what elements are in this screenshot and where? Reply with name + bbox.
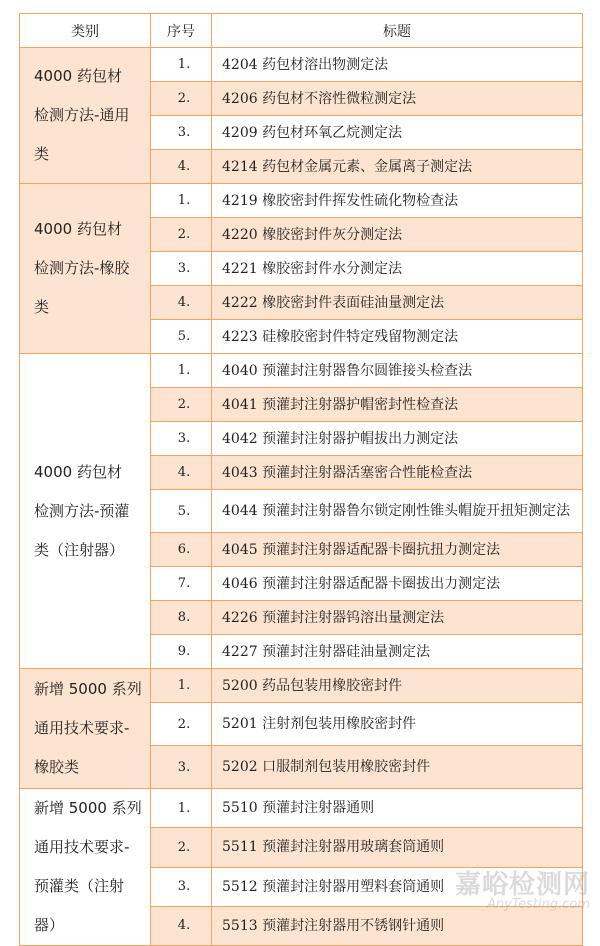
category-line: 4000 药包材: [34, 462, 122, 481]
category-cell: [20, 789, 151, 946]
row-index: 9.: [151, 635, 212, 669]
category-line: 类: [34, 298, 50, 316]
category-line: 预灌类（注射器）: [34, 877, 125, 934]
row-title: 5510 预灌封注射器通则: [212, 789, 583, 828]
table-row: [20, 789, 583, 828]
row-index: 3.: [151, 116, 212, 150]
category-line: 橡胶类: [34, 758, 80, 776]
row-title: 4041 预灌封注射器护帽密封性检查法: [212, 388, 583, 422]
category-line: 4000 药包材: [34, 67, 122, 85]
row-index: 4.: [151, 150, 212, 184]
category-line: 通用技术要求-: [34, 719, 130, 737]
row-title: 4046 预灌封注射器适配器卡圈拔出力测定法: [212, 567, 583, 601]
table-row: [20, 669, 583, 703]
row-index: 1.: [151, 48, 212, 82]
watermark-cn: 嘉峪检测网: [454, 870, 590, 900]
row-title: 5201 注射剂包装用橡胶密封件: [212, 703, 583, 746]
row-title: 4221 橡胶密封件水分测定法: [212, 252, 583, 286]
category-line: 检测方法-橡胶: [34, 259, 130, 277]
watermark-en: AnyTesting.com: [486, 897, 590, 912]
header-index: 序号: [151, 14, 212, 48]
row-index: 1.: [151, 789, 212, 828]
category-line: 4000 药包材: [34, 220, 122, 238]
row-title: 4214 药包材金属元素、金属离子测定法: [212, 150, 583, 184]
header-title: 标题: [212, 14, 583, 48]
row-index: 3.: [151, 867, 212, 906]
row-index: 4.: [151, 456, 212, 490]
row-title: 5512 预灌封注射器用塑料套筒通则: [212, 867, 583, 906]
row-index: 1.: [151, 354, 212, 388]
row-index: 1.: [151, 184, 212, 218]
category-line: 新增 5000 系列: [34, 799, 142, 817]
row-index: 1.: [151, 669, 212, 703]
row-index: 7.: [151, 567, 212, 601]
category-cell: [20, 354, 151, 669]
row-title: 4222 橡胶密封件表面硅油量测定法: [212, 286, 583, 320]
category-cell: [20, 669, 151, 789]
row-index: 5.: [151, 320, 212, 354]
row-index: 2.: [151, 388, 212, 422]
table-row: [20, 48, 583, 82]
category-line: 类（注射器）: [34, 540, 125, 559]
row-index: 8.: [151, 601, 212, 635]
category-cell: [20, 184, 151, 354]
category-line: 类: [34, 145, 50, 163]
header-category: 类别: [20, 14, 151, 48]
row-title: 4220 橡胶密封件灰分测定法: [212, 218, 583, 252]
category-line: 检测方法-预灌: [34, 501, 130, 520]
row-index: 2.: [151, 218, 212, 252]
row-title: 4226 预灌封注射器钨溶出量测定法: [212, 601, 583, 635]
category-cell: [20, 48, 151, 184]
standards-table-container: [19, 13, 582, 946]
row-index: 2.: [151, 703, 212, 746]
row-title: 4043 预灌封注射器活塞密合性能检查法: [212, 456, 583, 490]
row-index: 3.: [151, 252, 212, 286]
row-title: 5202 口服制剂包装用橡胶密封件: [212, 746, 583, 789]
category-line: 检测方法-通用: [34, 106, 130, 124]
category-line: 通用技术要求-: [34, 838, 130, 856]
row-title: 4223 硅橡胶密封件特定残留物测定法: [212, 320, 583, 354]
standards-table: [19, 13, 583, 946]
row-title: 4227 预灌封注射器硅油量测定法: [212, 635, 583, 669]
watermark: [455, 864, 590, 912]
row-title: 4219 橡胶密封件挥发性硫化物检查法: [212, 184, 583, 218]
row-title: 5200 药品包装用橡胶密封件: [212, 669, 583, 703]
row-title: 4206 药包材不溶性微粒测定法: [212, 82, 583, 116]
row-title: 4204 药包材溶出物测定法: [212, 48, 583, 82]
category-line: 新增 5000 系列: [34, 680, 142, 698]
row-index: 4.: [151, 906, 212, 945]
row-index: 6.: [151, 533, 212, 567]
row-title: 4040 预灌封注射器鲁尔圆锥接头检查法: [212, 354, 583, 388]
table-row: [20, 184, 583, 218]
row-title: 5511 预灌封注射器用玻璃套筒通则: [212, 828, 583, 867]
row-title: 4045 预灌封注射器适配器卡圈抗扭力测定法: [212, 533, 583, 567]
table-row: [20, 354, 583, 388]
row-title: 4209 药包材环氧乙烷测定法: [212, 116, 583, 150]
row-index: 2.: [151, 828, 212, 867]
row-title: 4042 预灌封注射器护帽拔出力测定法: [212, 422, 583, 456]
row-index: 5.: [151, 490, 212, 533]
row-index: 3.: [151, 746, 212, 789]
row-title: 5513 预灌封注射器用不锈钢针通则: [212, 906, 583, 945]
row-title: 4044 预灌封注射器鲁尔锁定刚性锥头帽旋开扭矩测定法: [212, 490, 583, 533]
row-index: 2.: [151, 82, 212, 116]
header-row: [20, 14, 583, 48]
row-index: 3.: [151, 422, 212, 456]
row-index: 4.: [151, 286, 212, 320]
